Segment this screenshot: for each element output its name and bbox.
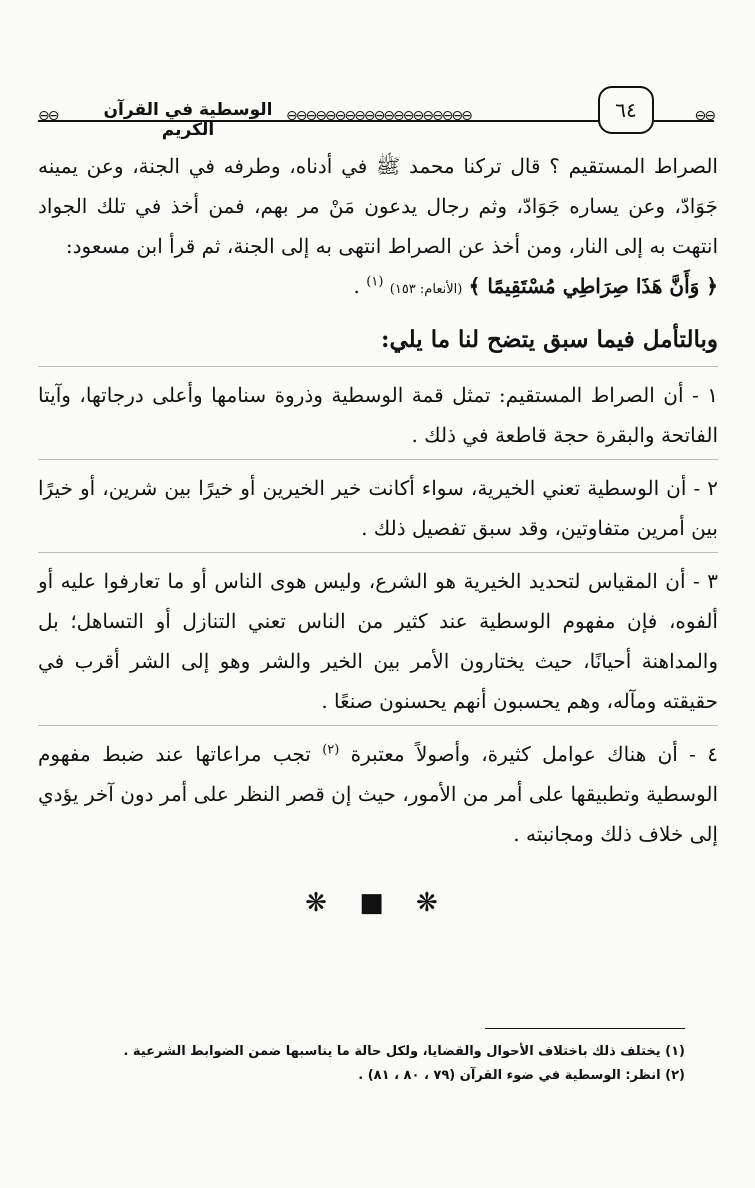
section-separator-ornament: ❋ ■ ❋	[305, 888, 450, 918]
header-ornament-right: ⊖⊖	[694, 108, 714, 124]
book-title: الوسطية في القرآن الكريم	[103, 100, 273, 140]
main-text	[38, 146, 718, 854]
footnote-marker-1: (١)	[366, 274, 384, 290]
intro-text: الصراط المستقيم ؟ قال تركنا محمد ﷺ في أدناه، وطرفه في الجنة، وعن يمينه جَوَادّ، وعن يساره جَوَادّ، وثم رجال يدعون مَنْ مر بهم، فمن أخذ في تلك الجواد انتهت به إلى النار، ومن أخذ عن الصراط انتهى به إلى الجنة، ثم قرأ ابن مسعود:	[38, 154, 718, 258]
list-item-4	[38, 734, 718, 854]
intro-paragraph	[38, 146, 718, 310]
divider	[38, 459, 718, 460]
verse-end: .	[353, 274, 360, 298]
footnote-rule	[485, 1028, 685, 1029]
verse-reference: (الأنعام: ١٥٣)	[389, 282, 463, 297]
list-item-4-text-end: تجب مراعاتها عند ضبط مفهوم الوسطية وتطبيقها على أمر من الأمور، حيث إن قصر النظر على أمر دون آخر يؤدي إلى خلاف ذلك ومجانبته .	[38, 742, 718, 846]
divider	[38, 366, 718, 367]
page-header	[38, 80, 714, 140]
quran-verse: ﴿ وَأَنَّ هَذَا صِرَاطِي مُسْتَقِيمًا ﴾	[468, 274, 718, 298]
footnotes	[65, 1040, 685, 1088]
list-item-1: ١ - أن الصراط المستقيم: تمثل قمة الوسطية وذروة سنامها وأعلى درجاتها، وآيتا الفاتحة والبقرة حجة قاطعة في ذلك .	[38, 383, 718, 447]
list-item-2: ٢ - أن الوسطية تعني الخيرية، سواء أكانت خير الخيرين أو خيرًا بين شرين، أو خيرًا بين أمرين متفاوتين، وقد سبق تفصيل ذلك .	[38, 476, 718, 540]
divider	[38, 552, 718, 553]
footnote-1: (١) يختلف ذلك باختلاف الأحوال والقضايا، ولكل حالة ما يناسبها ضمن الضوابط الشرعية .	[123, 1044, 685, 1059]
page-number: ٦٤	[598, 86, 654, 134]
divider	[38, 725, 718, 726]
footnote-marker-2: (٢)	[322, 742, 340, 758]
footnote-2: (٢) انظر: الوسطية في ضوء القرآن (٧٩ ، ٨٠ ، ٨١) .	[358, 1068, 685, 1083]
header-ornament-left: ⊖⊖	[38, 108, 58, 124]
list-item-3: ٣ - أن المقياس لتحديد الخيرية هو الشرع، وليس هوى الناس أو ما تعارفوا عليه أو ألفوه، فإن مفهوم الوسطية عند كثير من الناس تعني التنازل أو التساهل؛ بل والمداهنة أحيانًا، حيث يختارون الأمر بين الخير والشر وهو إلى الشر أقرب في حقيقته ومآله، وهم يحسبون أنهم يحسنون صنعًا .	[38, 569, 718, 713]
header-ornament-long: ⊖⊖⊖⊖⊖⊖⊖⊖⊖⊖⊖⊖⊖⊖⊖⊖⊖⊖⊖	[286, 108, 471, 124]
section-heading: وبالتأمل فيما سبق يتضح لنا ما يلي:	[381, 326, 718, 353]
list-item-4-text-start: ٤ - أن هناك عوامل كثيرة، وأصولاً معتبرة	[350, 742, 718, 766]
